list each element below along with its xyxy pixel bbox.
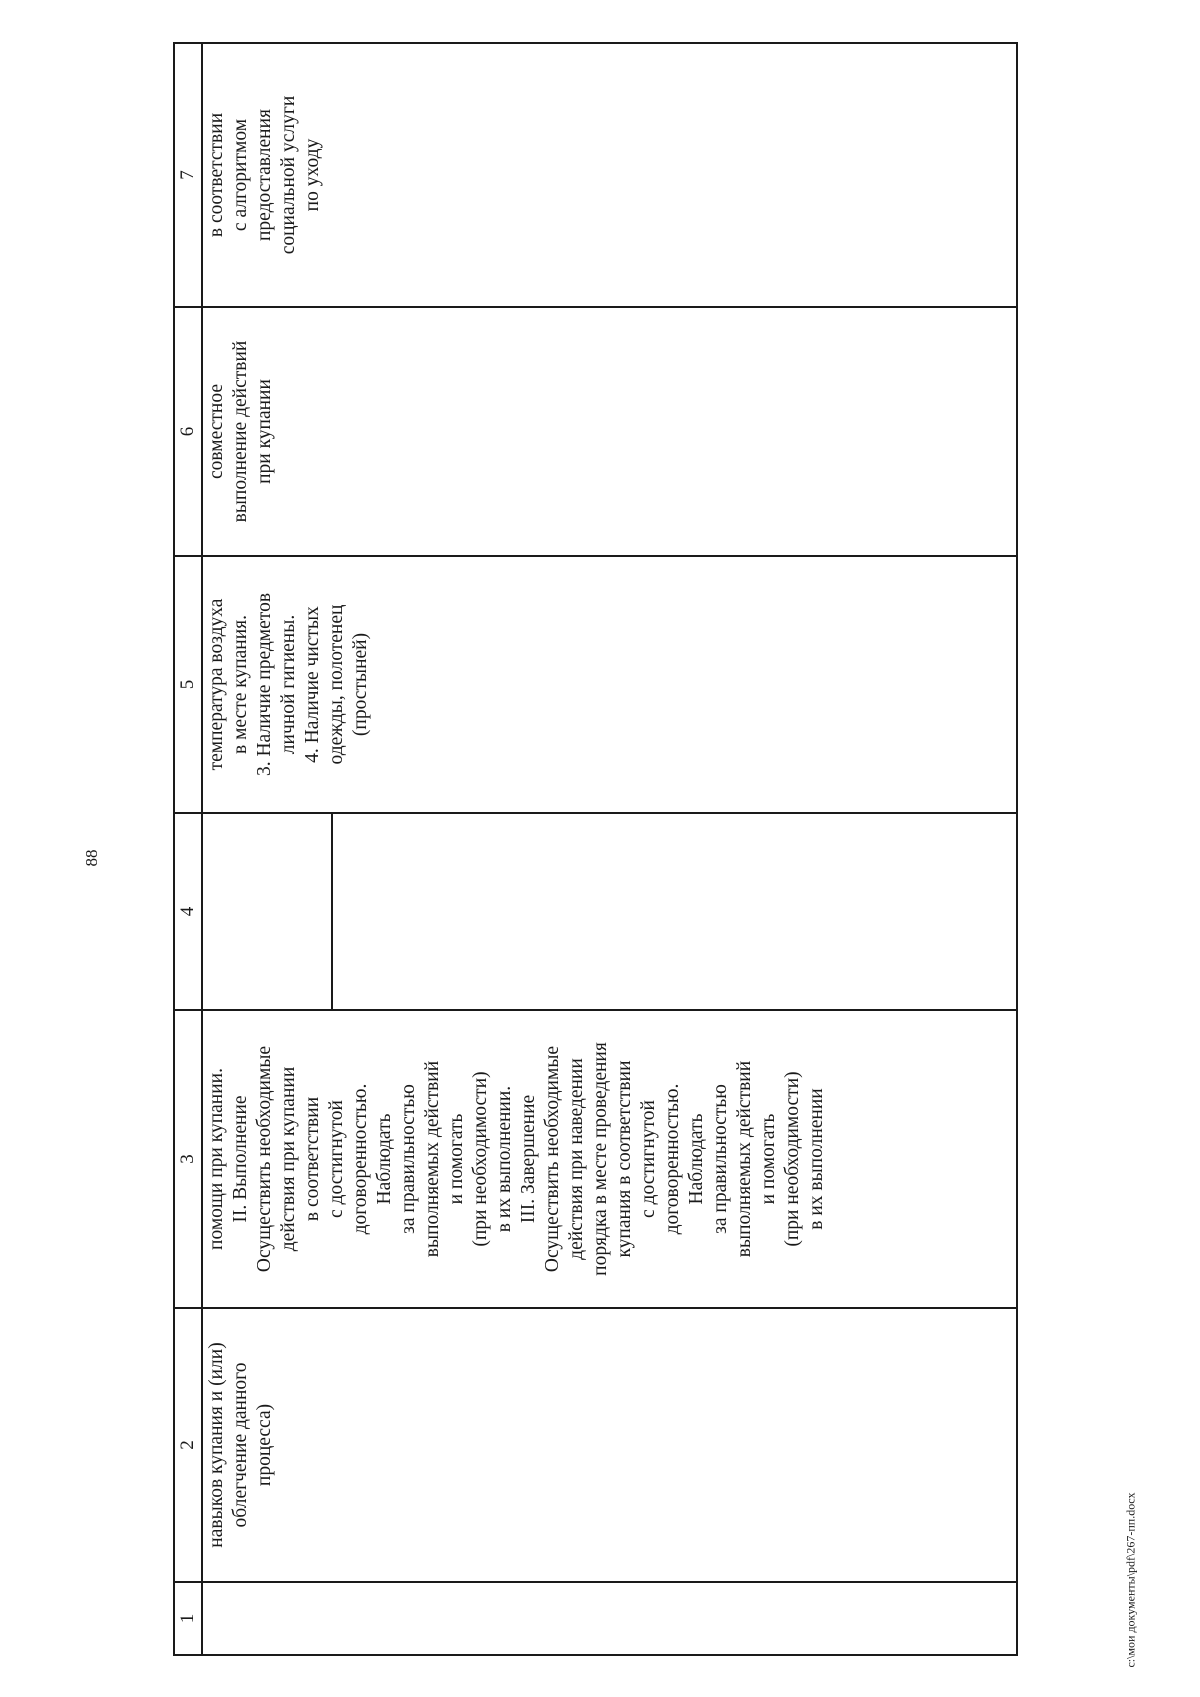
cell-text-6: совместное выполнение действий при купании <box>206 340 275 523</box>
standards-table-rotated <box>173 44 1018 1656</box>
cell-col-4 <box>202 813 1017 1010</box>
footer-file-path: c:\мои документы\pdf\267-пп.docx <box>1123 1492 1138 1668</box>
cell-col-2 <box>202 1308 1017 1582</box>
cell-col-7 <box>202 43 1017 307</box>
cell-col-4-upper <box>203 814 333 1009</box>
column-header-4: 4 <box>174 813 202 1010</box>
standards-table <box>173 42 1018 1656</box>
cell-text-3: помощи при купании. II. Выполнение Осуществить необходимые действия при купании в соответствии с достигнутой договоренностью. Наблюдать за правильностью выполняемых действий и помогать (при необходимости) в их выполнении. III. Завершение Осуществить необходимые действия при наведении порядка в месте проведения купания в соответствии с достигнутой договоренностью. Наблюдать за правильностью выполняемых действий и помогать (при необходимости) в их выполнении <box>206 1042 827 1276</box>
cell-text-5: температура воздуха в месте купания. 3. Наличие предметов личной гигиены. 4. Наличие чистых одежды, полотенец (простыней) <box>206 592 371 777</box>
cell-text-7: в соответствии с алгоритмом предоставления социальной услуги по уходу <box>206 95 323 255</box>
cell-col-1 <box>202 1582 1017 1655</box>
column-header-6: 6 <box>174 307 202 556</box>
cell-col-3 <box>202 1010 1017 1308</box>
table-row <box>202 43 1017 1655</box>
cell-text-4 <box>333 814 335 1009</box>
cell-col-5 <box>202 556 1017 813</box>
column-header-1: 1 <box>174 1582 202 1655</box>
column-header-3: 3 <box>174 1010 202 1308</box>
cell-col-6 <box>202 307 1017 556</box>
page-number: 88 <box>82 849 101 867</box>
column-number-row <box>174 43 202 1655</box>
cell-text-2: навыков купания и (или) облегчение данного процесса) <box>206 1342 275 1548</box>
cell-text-1 <box>203 1583 205 1654</box>
column-header-7: 7 <box>174 43 202 307</box>
column-header-2: 2 <box>174 1308 202 1582</box>
column-header-5: 5 <box>174 556 202 813</box>
